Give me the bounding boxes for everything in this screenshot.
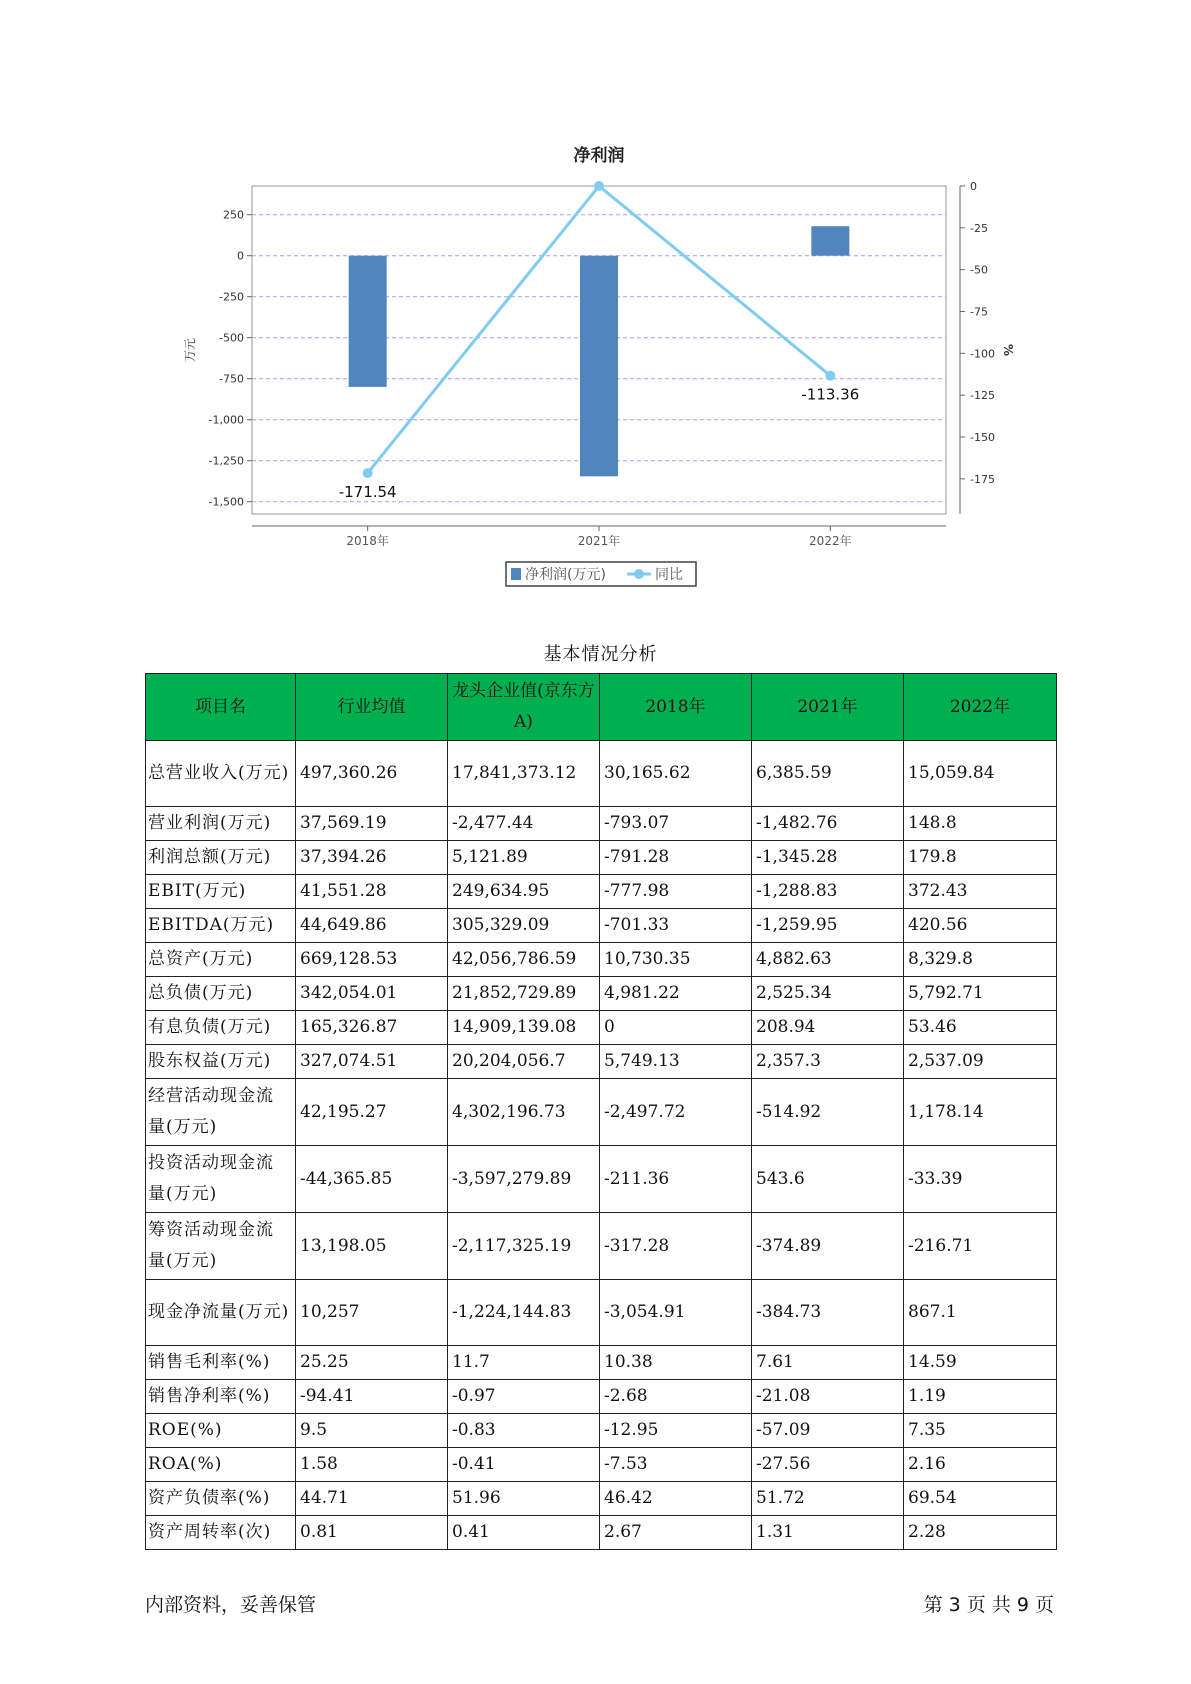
table-cell: -2,477.44 — [448, 807, 600, 841]
row-label: 投资活动现金流量(万元) — [146, 1146, 296, 1213]
header-item-name: 项目名 — [146, 674, 296, 741]
table-cell: -216.71 — [904, 1213, 1057, 1280]
y2-axis-label: % — [1001, 343, 1015, 357]
row-label: 总资产(万元) — [146, 943, 296, 977]
table-cell: 543.6 — [752, 1146, 904, 1213]
bar-net-profit — [580, 256, 618, 477]
table-row — [146, 741, 1057, 807]
table-cell: 497,360.26 — [296, 741, 448, 807]
table-cell: 30,165.62 — [600, 741, 752, 807]
table-cell: 69.54 — [904, 1482, 1057, 1516]
table-row — [146, 1414, 1057, 1448]
table-cell: 0.41 — [448, 1516, 600, 1550]
table-cell: 4,981.22 — [600, 977, 752, 1011]
table-cell: -1,259.95 — [752, 909, 904, 943]
table-cell: -791.28 — [600, 841, 752, 875]
x-tick-label: 2018年 — [346, 534, 389, 548]
header-industry-avg: 行业均值 — [296, 674, 448, 741]
table-cell: 10.38 — [600, 1346, 752, 1380]
table-cell: 53.46 — [904, 1011, 1057, 1045]
table-cell: 15,059.84 — [904, 741, 1057, 807]
table-cell: 51.96 — [448, 1482, 600, 1516]
table-cell: 1.19 — [904, 1380, 1057, 1414]
table-cell: 327,074.51 — [296, 1045, 448, 1079]
table-cell: 5,121.89 — [448, 841, 600, 875]
row-label: 销售毛利率(%) — [146, 1346, 296, 1380]
table-row — [146, 1146, 1057, 1213]
table-cell: 44.71 — [296, 1482, 448, 1516]
header-2021: 2021年 — [752, 674, 904, 741]
table-row — [146, 841, 1057, 875]
table-header-row — [146, 674, 1057, 741]
table-row — [146, 943, 1057, 977]
line-point-yoy — [363, 468, 373, 478]
page-number: 第 3 页 共 9 页 — [923, 1594, 1054, 1616]
table-cell: 20,204,056.7 — [448, 1045, 600, 1079]
table-cell: -7.53 — [600, 1448, 752, 1482]
table-cell: -27.56 — [752, 1448, 904, 1482]
table-cell: -21.08 — [752, 1380, 904, 1414]
table-cell: -12.95 — [600, 1414, 752, 1448]
x-tick-label: 2022年 — [809, 534, 852, 548]
table-cell: -1,288.83 — [752, 875, 904, 909]
table-row — [146, 1482, 1057, 1516]
table-cell: -2,117,325.19 — [448, 1213, 600, 1280]
table-cell: 342,054.01 — [296, 977, 448, 1011]
table-cell: 2.28 — [904, 1516, 1057, 1550]
table-cell: 5,749.13 — [600, 1045, 752, 1079]
y-tick-label: -1,500 — [208, 495, 244, 509]
table-cell: 179.8 — [904, 841, 1057, 875]
table-cell: 305,329.09 — [448, 909, 600, 943]
row-label: 有息负债(万元) — [146, 1011, 296, 1045]
table-cell: 46.42 — [600, 1482, 752, 1516]
table-cell: 4,302,196.73 — [448, 1079, 600, 1146]
table-cell: 1.31 — [752, 1516, 904, 1550]
table-cell: 17,841,373.12 — [448, 741, 600, 807]
table-cell: -514.92 — [752, 1079, 904, 1146]
table-row — [146, 977, 1057, 1011]
table-cell: 10,730.35 — [600, 943, 752, 977]
table-cell: -3,054.91 — [600, 1280, 752, 1346]
table-cell: -0.41 — [448, 1448, 600, 1482]
table-cell: 249,634.95 — [448, 875, 600, 909]
table-row — [146, 1380, 1057, 1414]
table-cell: -1,224,144.83 — [448, 1280, 600, 1346]
table-body — [146, 741, 1057, 1550]
table-row — [146, 1213, 1057, 1280]
row-label: ROA(%) — [146, 1448, 296, 1482]
row-label: 销售净利率(%) — [146, 1380, 296, 1414]
table-cell: -57.09 — [752, 1414, 904, 1448]
row-label: 利润总额(万元) — [146, 841, 296, 875]
table-cell: 6,385.59 — [752, 741, 904, 807]
table-cell: 165,326.87 — [296, 1011, 448, 1045]
y-tick-label: 0 — [237, 249, 244, 263]
table-cell: 9.5 — [296, 1414, 448, 1448]
legend-line-marker — [634, 569, 644, 579]
row-label: ROE(%) — [146, 1414, 296, 1448]
table-cell: 25.25 — [296, 1346, 448, 1380]
table-cell: -793.07 — [600, 807, 752, 841]
table-cell: -2,497.72 — [600, 1079, 752, 1146]
table-cell: 372.43 — [904, 875, 1057, 909]
table-cell: 51.72 — [752, 1482, 904, 1516]
table-cell: 13,198.05 — [296, 1213, 448, 1280]
table-cell: -701.33 — [600, 909, 752, 943]
y-tick-label: -1,250 — [208, 454, 244, 468]
row-label: 现金净流量(万元) — [146, 1280, 296, 1346]
table-cell: -1,345.28 — [752, 841, 904, 875]
row-label: 总营业收入(万元) — [146, 741, 296, 807]
y2-tick-label: 0 — [970, 180, 977, 193]
row-label: EBITDA(万元) — [146, 909, 296, 943]
table-cell: 8,329.8 — [904, 943, 1057, 977]
table-cell: -2.68 — [600, 1380, 752, 1414]
table-cell: 2.67 — [600, 1516, 752, 1550]
row-label: 股东权益(万元) — [146, 1045, 296, 1079]
table-row — [146, 807, 1057, 841]
table-cell: 10,257 — [296, 1280, 448, 1346]
y2-tick-label: -50 — [970, 263, 988, 277]
line-point-yoy — [594, 181, 604, 191]
confidential-note: 内部资料，妥善保管 — [145, 1594, 317, 1616]
row-label: 资产周转率(次) — [146, 1516, 296, 1550]
y-tick-label: 250 — [223, 208, 244, 222]
data-label: -113.36 — [801, 385, 860, 404]
table-cell: -0.97 — [448, 1380, 600, 1414]
table-cell: -374.89 — [752, 1213, 904, 1280]
table-cell: -94.41 — [296, 1380, 448, 1414]
header-2018: 2018年 — [600, 674, 752, 741]
header-leader-value: 龙头企业值(京东方A) — [448, 674, 600, 741]
row-label: 经营活动现金流量(万元) — [146, 1079, 296, 1146]
y2-tick-label: -125 — [970, 389, 995, 403]
y2-tick-label: -75 — [970, 305, 988, 319]
table-cell: 2.16 — [904, 1448, 1057, 1482]
table-cell: -3,597,279.89 — [448, 1146, 600, 1213]
y-tick-label: -750 — [219, 372, 244, 386]
row-label: 资产负债率(%) — [146, 1482, 296, 1516]
table-cell: 0.81 — [296, 1516, 448, 1550]
table-cell: 208.94 — [752, 1011, 904, 1045]
table-row — [146, 1011, 1057, 1045]
table-cell: 2,525.34 — [752, 977, 904, 1011]
y-tick-label: -1,000 — [208, 413, 244, 427]
y-tick-label: -250 — [219, 290, 244, 304]
table-cell: 420.56 — [904, 909, 1057, 943]
table-cell: 7.35 — [904, 1414, 1057, 1448]
data-label: -171.54 — [338, 483, 397, 502]
table-cell: 4,882.63 — [752, 943, 904, 977]
table-row — [146, 1448, 1057, 1482]
table-cell: -33.39 — [904, 1146, 1057, 1213]
y2-tick-label: -150 — [970, 431, 995, 445]
table-cell: 2,537.09 — [904, 1045, 1057, 1079]
row-label: EBIT(万元) — [146, 875, 296, 909]
bar-net-profit — [811, 226, 849, 255]
table-cell: 7.61 — [752, 1346, 904, 1380]
table-cell: -384.73 — [752, 1280, 904, 1346]
y2-tick-label: -175 — [970, 472, 995, 486]
chart-title: 净利润 — [573, 146, 625, 166]
table-cell: 37,394.26 — [296, 841, 448, 875]
legend-bar-label: 净利润(万元) — [525, 567, 606, 583]
table-cell: -777.98 — [600, 875, 752, 909]
table-cell: 37,569.19 — [296, 807, 448, 841]
table-cell: -211.36 — [600, 1146, 752, 1213]
table-row — [146, 875, 1057, 909]
table-cell: -317.28 — [600, 1213, 752, 1280]
table-cell: 867.1 — [904, 1280, 1057, 1346]
bar-net-profit — [349, 256, 387, 387]
y-tick-label: -500 — [219, 331, 244, 345]
legend-line-label: 同比 — [655, 567, 683, 583]
table-cell: 42,195.27 — [296, 1079, 448, 1146]
table-cell: -0.83 — [448, 1414, 600, 1448]
table-cell: 2,357.3 — [752, 1045, 904, 1079]
y2-tick-label: -100 — [970, 347, 995, 361]
table-row — [146, 1045, 1057, 1079]
table-row — [146, 1346, 1057, 1380]
table-cell: 44,649.86 — [296, 909, 448, 943]
net-profit-chart — [0, 0, 1191, 600]
table-row — [146, 1516, 1057, 1550]
basic-analysis-table — [145, 673, 1057, 1550]
y2-tick-label: -25 — [970, 221, 988, 235]
legend-bar-swatch — [511, 568, 521, 580]
table-row — [146, 1079, 1057, 1146]
table-row — [146, 909, 1057, 943]
table-caption: 基本情况分析 — [543, 644, 658, 665]
table-cell: -44,365.85 — [296, 1146, 448, 1213]
table-cell: 41,551.28 — [296, 875, 448, 909]
row-label: 总负债(万元) — [146, 977, 296, 1011]
table-row — [146, 1280, 1057, 1346]
row-label: 营业利润(万元) — [146, 807, 296, 841]
row-label: 筹资活动现金流量(万元) — [146, 1213, 296, 1280]
table-cell: 42,056,786.59 — [448, 943, 600, 977]
x-tick-label: 2021年 — [577, 534, 621, 548]
table-cell: 0 — [600, 1011, 752, 1045]
table-cell: 21,852,729.89 — [448, 977, 600, 1011]
table-cell: 14,909,139.08 — [448, 1011, 600, 1045]
table-cell: 14.59 — [904, 1346, 1057, 1380]
table-cell: 1.58 — [296, 1448, 448, 1482]
table-cell: 1,178.14 — [904, 1079, 1057, 1146]
table-cell: 669,128.53 — [296, 943, 448, 977]
table-cell: 148.8 — [904, 807, 1057, 841]
table-cell: -1,482.76 — [752, 807, 904, 841]
table-cell: 11.7 — [448, 1346, 600, 1380]
header-2022: 2022年 — [904, 674, 1057, 741]
line-point-yoy — [825, 371, 835, 381]
table-cell: 5,792.71 — [904, 977, 1057, 1011]
y-axis-label: 万元 — [183, 337, 197, 363]
